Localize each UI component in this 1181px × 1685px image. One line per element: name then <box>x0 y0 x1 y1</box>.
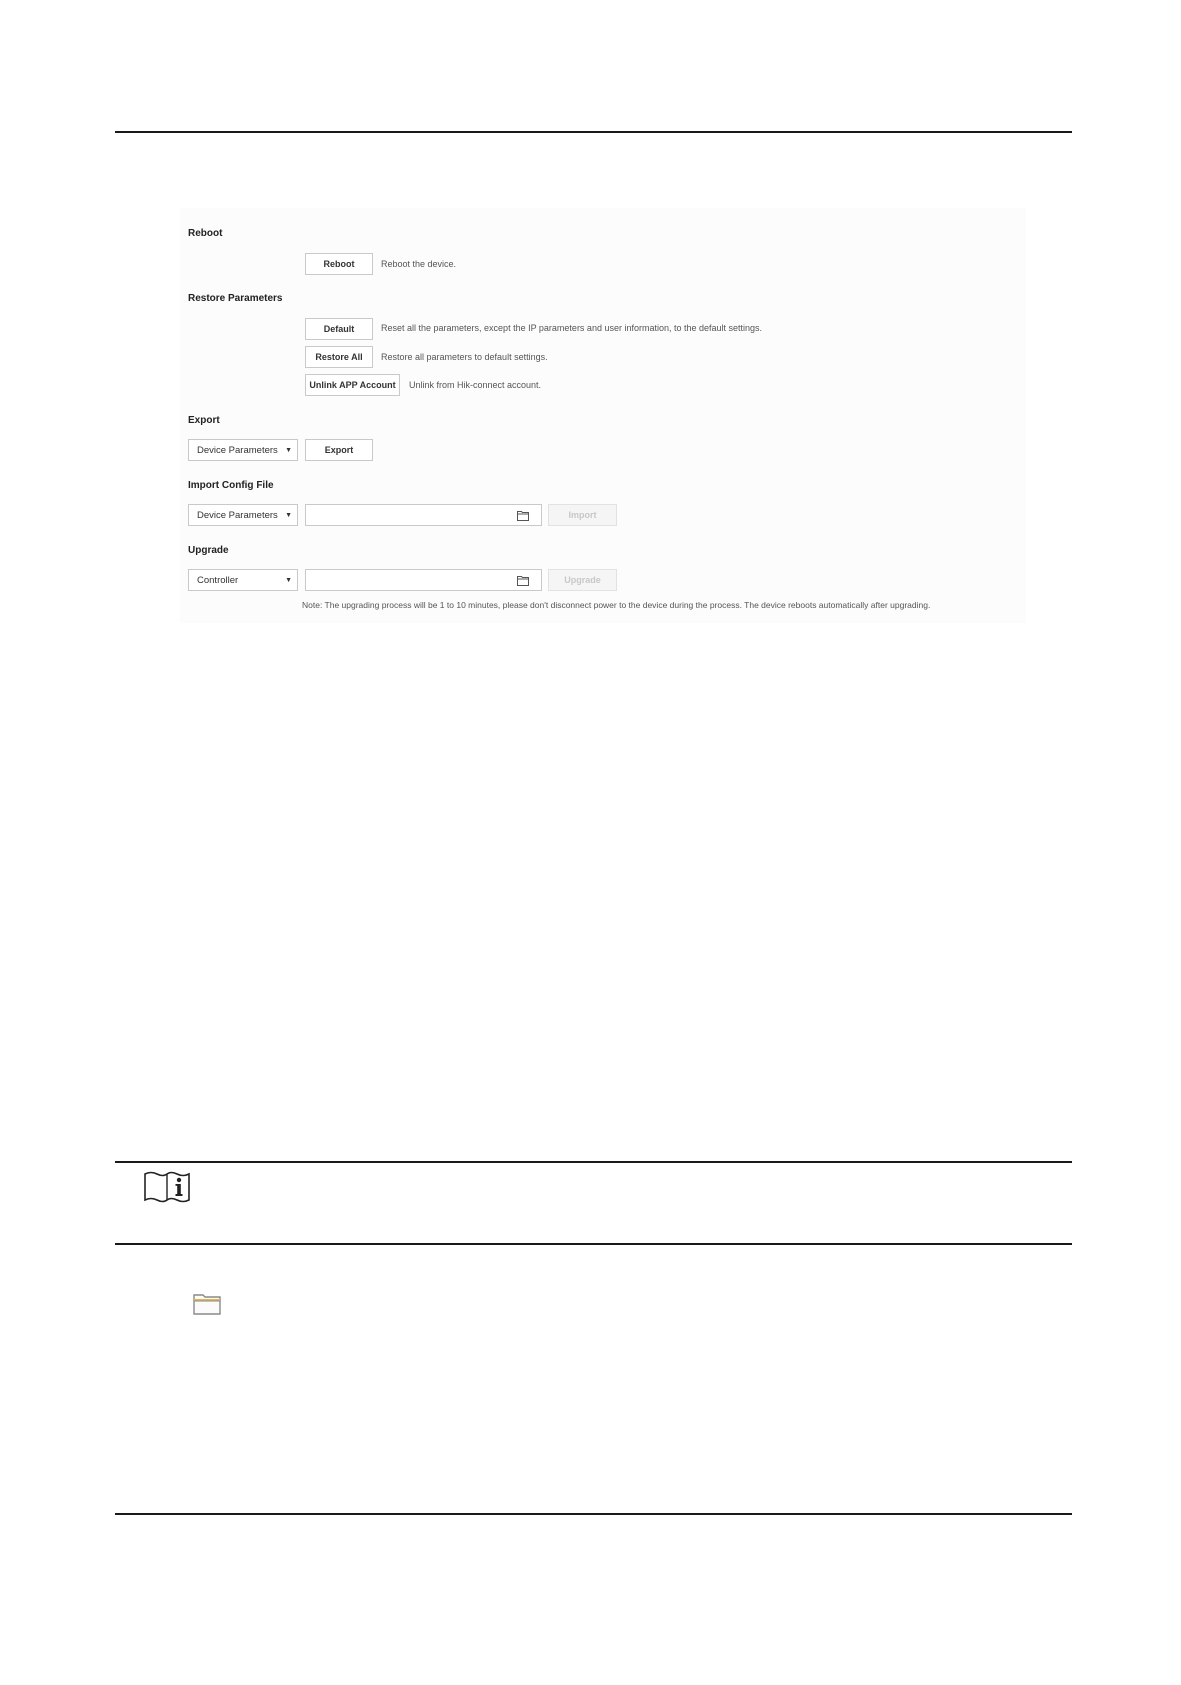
note-bottom-rule <box>115 1243 1072 1245</box>
reboot-description: Reboot the device. <box>381 259 457 269</box>
caret-down-icon: ▼ <box>285 446 292 454</box>
upgrade-file-input[interactable] <box>305 569 542 591</box>
footer-rule <box>115 1513 1072 1515</box>
caret-down-icon: ▼ <box>285 511 292 519</box>
info-book-icon <box>143 1170 191 1204</box>
unlink-app-account-button[interactable]: Unlink APP Account <box>305 374 400 396</box>
upgrade-note: Note: The upgrading process will be 1 to 10 minutes, please don't disconnect power to the device during the process. The device reboots automatically after upgrading. <box>302 600 931 610</box>
export-section-title: Export <box>188 415 220 426</box>
export-type-select[interactable] <box>188 439 298 461</box>
caret-down-icon: ▼ <box>285 576 292 584</box>
upgrade-type-value: Controller <box>197 574 239 586</box>
export-type-value: Device Parameters <box>197 444 278 456</box>
header-rule <box>115 131 1072 133</box>
import-type-value: Device Parameters <box>197 509 278 521</box>
restore-section-title: Restore Parameters <box>188 293 283 304</box>
unlink-description: Unlink from Hik-connect account. <box>409 380 542 390</box>
reboot-button[interactable]: Reboot <box>305 253 373 275</box>
import-type-select[interactable] <box>188 504 298 526</box>
upgrade-type-select[interactable] <box>188 569 298 591</box>
import-section-title: Import Config File <box>188 480 274 491</box>
reboot-section-title: Reboot <box>188 228 223 239</box>
export-button[interactable]: Export <box>305 439 373 461</box>
import-button[interactable]: Import <box>548 504 617 526</box>
restore-all-description: Restore all parameters to default settings. <box>381 352 548 362</box>
folder-icon[interactable] <box>517 510 529 521</box>
default-description: Reset all the parameters, except the IP parameters and user information, to the default settings. <box>381 323 763 333</box>
maintenance-panel <box>180 208 1026 623</box>
import-file-input[interactable] <box>305 504 542 526</box>
upgrade-button[interactable]: Upgrade <box>548 569 617 591</box>
default-button[interactable]: Default <box>305 318 373 340</box>
upgrade-section-title: Upgrade <box>188 545 229 556</box>
restore-all-button[interactable]: Restore All <box>305 346 373 368</box>
note-top-rule <box>115 1161 1072 1163</box>
folder-icon[interactable] <box>517 575 529 586</box>
folder-icon <box>193 1293 221 1315</box>
